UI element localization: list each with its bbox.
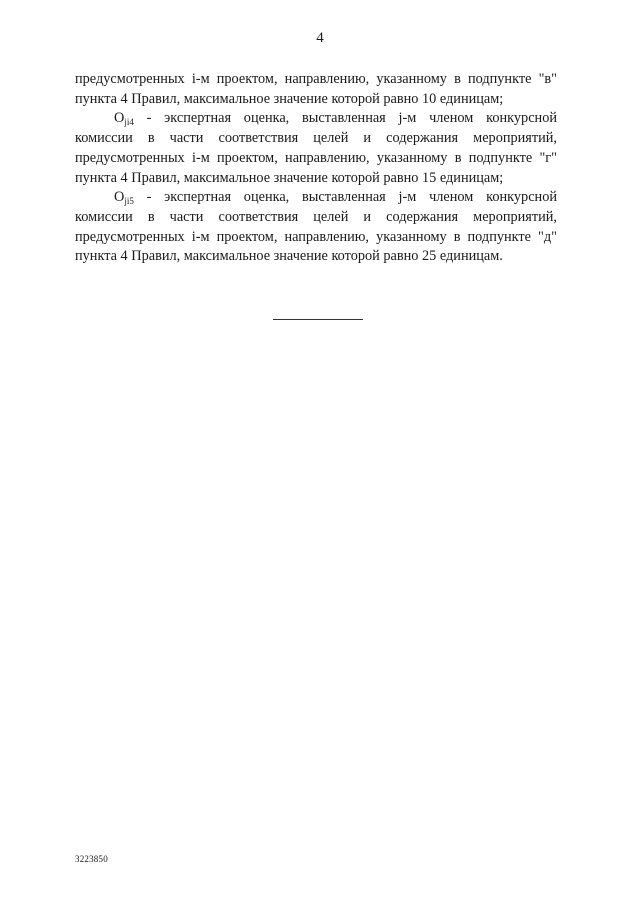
text-line bbox=[75, 188, 557, 208]
formula-symbol: O bbox=[114, 110, 125, 127]
text-line: предусмотренных i-м проектом, направлению, указанному в подпункте "д" bbox=[75, 228, 557, 245]
document-body bbox=[75, 70, 557, 267]
paragraph-oji4 bbox=[75, 109, 557, 188]
text-line: пункта 4 Правил, максимальное значение которой равно 25 единицам. bbox=[75, 248, 503, 265]
end-divider bbox=[273, 319, 363, 320]
text-line: пункта 4 Правил, максимальное значение которой равно 15 единицам; bbox=[75, 169, 504, 186]
formula-symbol: O bbox=[114, 189, 125, 206]
text-line bbox=[75, 109, 557, 129]
text-line: предусмотренных i-м проектом, направлению, указанному в подпункте "г" bbox=[75, 149, 557, 166]
document-code: 3223850 bbox=[75, 854, 108, 864]
paragraph-continuation bbox=[75, 70, 557, 109]
formula-subscript: ji5 bbox=[124, 196, 134, 207]
paragraph-oji5 bbox=[75, 188, 557, 267]
formula-subscript: ji4 bbox=[124, 117, 134, 128]
page-number: 4 bbox=[316, 30, 324, 46]
text-line: комиссии в части соответствия целей и содержания мероприятий, bbox=[75, 208, 557, 225]
definition-text: - экспертная оценка, выставленная j-м членом конкурсной bbox=[133, 189, 557, 206]
text-line: комиссии в части соответствия целей и содержания мероприятий, bbox=[75, 130, 557, 147]
text-line: предусмотренных i-м проектом, направлению, указанному в подпункте "в" bbox=[75, 71, 557, 87]
definition-text: - экспертная оценка, выставленная j-м членом конкурсной bbox=[133, 110, 557, 127]
text-line: пункта 4 Правил, максимальное значение которой равно 10 единицам; bbox=[75, 90, 504, 107]
